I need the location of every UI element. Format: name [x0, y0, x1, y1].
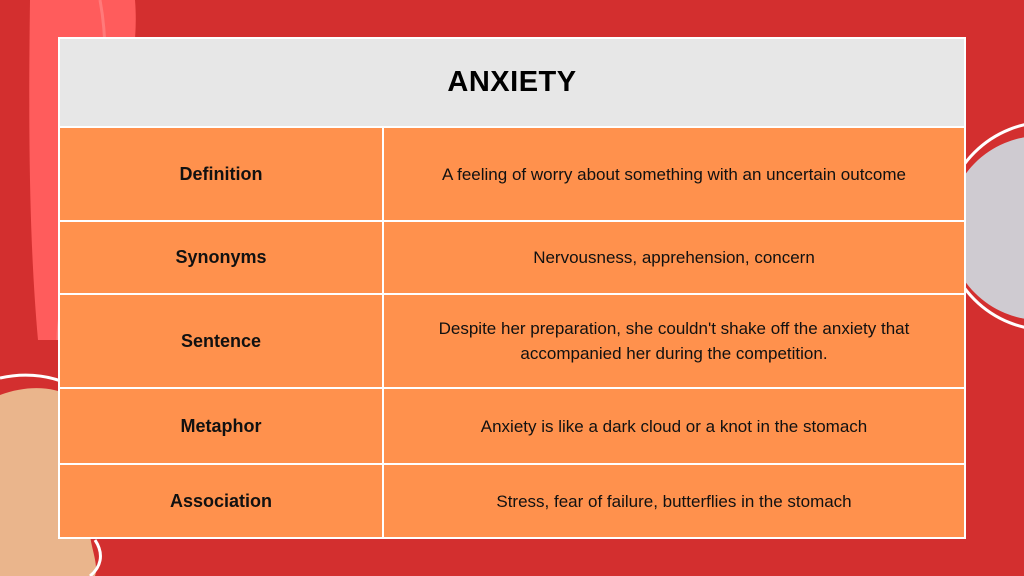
row-value: A feeling of worry about something with an uncertain outcome	[384, 128, 964, 220]
table-row	[60, 128, 964, 220]
vocabulary-table	[58, 37, 966, 539]
row-label: Metaphor	[60, 389, 382, 463]
table-row	[60, 222, 964, 293]
table-title: ANXIETY	[447, 66, 577, 98]
row-value: Despite her preparation, she couldn't shake off the anxiety that accompanied her during the competition.	[384, 295, 964, 387]
row-label: Synonyms	[60, 222, 382, 293]
row-value: Nervousness, apprehension, concern	[384, 222, 964, 293]
table-row	[60, 295, 964, 387]
table-title-row	[60, 39, 964, 126]
row-label: Association	[60, 465, 382, 537]
row-label: Sentence	[60, 295, 382, 387]
table-row	[60, 465, 964, 537]
row-label: Definition	[60, 128, 382, 220]
row-value: Stress, fear of failure, butterflies in the stomach	[384, 465, 964, 537]
table-row	[60, 389, 964, 463]
row-value: Anxiety is like a dark cloud or a knot in the stomach	[384, 389, 964, 463]
